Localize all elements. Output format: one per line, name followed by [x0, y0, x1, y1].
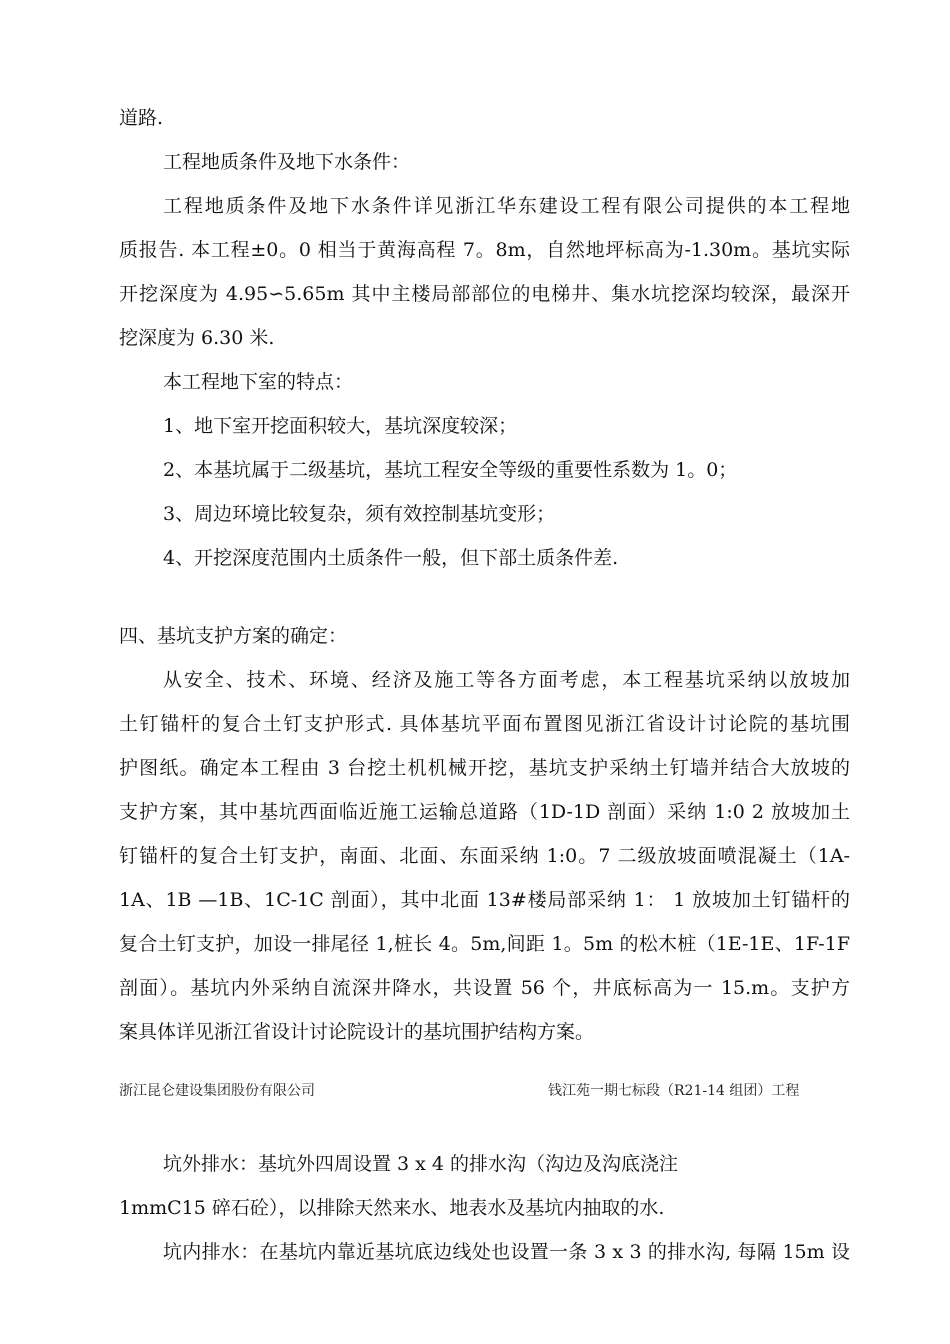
- text-line-20: 案具体详见浙江省设计讨论院设计的基坑围护结构方案。: [119, 1021, 595, 1043]
- text-line-13: 土钉锚杆的复合土钉支护形式. 具体基坑平面布置图见浙江省设计讨论院的基坑围: [119, 713, 850, 735]
- text-line-15: 支护方案，其中基坑西面临近施工运输总道路（1D-1D 剖面）采纳 1:0 2 放坡加土: [119, 801, 850, 823]
- text-line-16: 钉锚杆的复合土钉支护，南面、北面、东面采纳 1:0。7 二级放坡面喷混凝土（1A-: [119, 845, 850, 867]
- text-line-2: 工程地质条件及地下水条件：: [163, 151, 411, 173]
- text-line-4: 质报告. 本工程±0。0 相当于黄海高程 7。8m，自然地坪标高为-1.30m。基坑实际: [119, 239, 850, 261]
- list-item-1: 1、地下室开挖面积较大，基坑深度较深；: [163, 415, 518, 437]
- text-line-1: 道路.: [119, 107, 164, 129]
- text-line-23: 坑内排水：在基坑内靠近基坑底边线处也设置一条 3 x 3 的排水沟, 每隔 15m 设: [163, 1241, 850, 1263]
- text-line-3: 工程地质条件及地下水条件详见浙江华东建设工程有限公司提供的本工程地: [163, 195, 850, 217]
- text-line-17: 1A、1B —1B、1C-1C 剖面），其中北面 13#楼局部采纳 1： 1 放坡加土钉锚杆的: [119, 889, 850, 911]
- text-line-7: 本工程地下室的特点：: [163, 371, 354, 393]
- text-line-22: 1mmC15 碎石砼），以排除天然来水、地表水及基坑内抽取的水.: [119, 1197, 665, 1219]
- text-line-6: 挖深度为 6.30 米.: [119, 327, 275, 349]
- list-item-4: 4、开挖深度范围内土质条件一般，但下部土质条件差.: [163, 547, 619, 569]
- text-line-14: 护图纸。确定本工程由 3 台挖土机机械开挖，基坑支护采纳土钉墙并结合大放坡的: [119, 757, 850, 779]
- list-item-2: 2、本基坑属于二级基坑，基坑工程安全等级的重要性系数为 1。0；: [163, 459, 738, 481]
- list-item-3: 3、周边环境比较复杂，须有效控制基坑变形；: [163, 503, 556, 525]
- text-line-18: 复合土钉支护，加设一排尾径 1,桩长 4。5m,间距 1。5m 的松木桩（1E-1E、1F-1F: [119, 933, 850, 955]
- text-line-5: 开挖深度为 4.95∽5.65m 其中主楼局部部位的电梯井、集水坑挖深均较深，最深开: [119, 283, 850, 305]
- footer-company: 浙江昆仑建设集团股份有限公司: [119, 1083, 315, 1099]
- text-line-19: 剖面）。基坑内外采纳自流深井降水，共设置 56 个，井底标高为一 15.m。支护方: [119, 977, 850, 999]
- footer-project: 钱江苑一期七标段（R21-14 组团）工程: [548, 1083, 800, 1099]
- text-line-12: 从安全、技术、环境、经济及施工等各方面考虑，本工程基坑采纳以放坡加: [163, 669, 850, 691]
- section-heading: 四、基坑支护方案的确定：: [119, 625, 348, 647]
- text-line-21: 坑外排水：基坑外四周设置 3 x 4 的排水沟（沟边及沟底浇注: [163, 1153, 679, 1175]
